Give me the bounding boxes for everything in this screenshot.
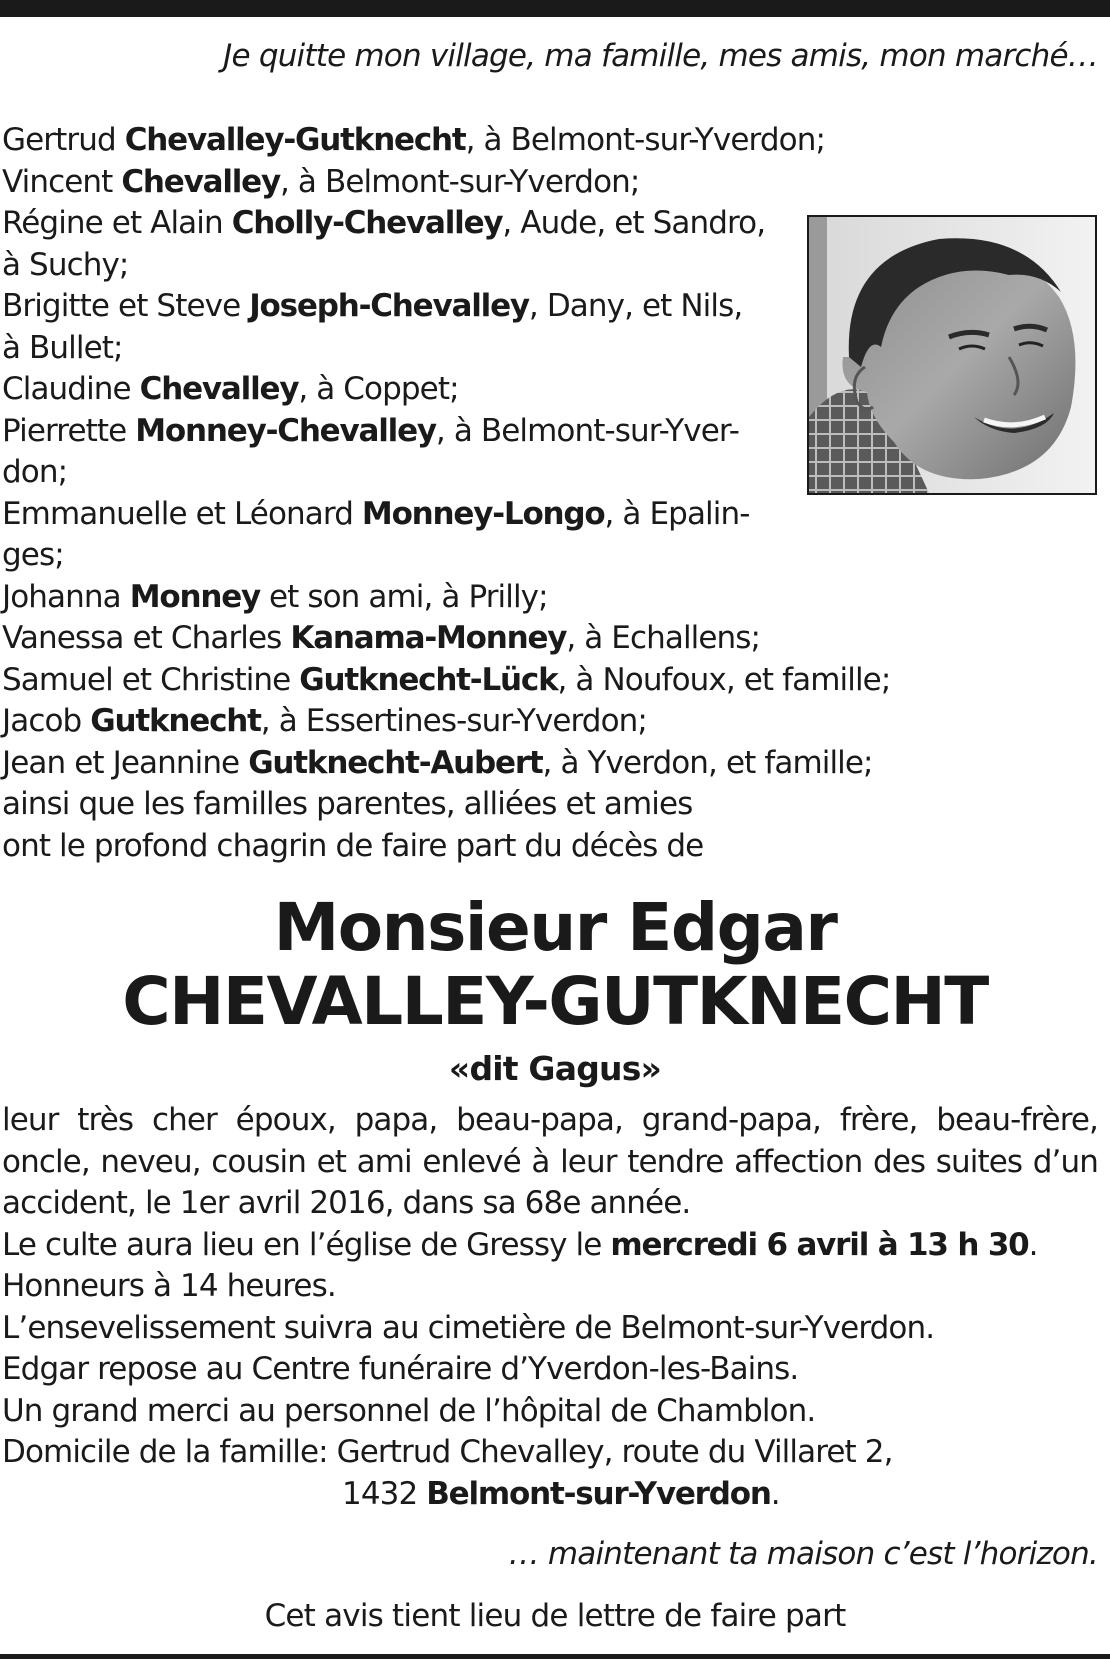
top-rule: [0, 0, 1110, 17]
body-line: accident, le 1er avril 2016, dans sa 68e année.: [2, 1185, 691, 1221]
family-line: Brigitte et Steve Joseph-Chevalley, Dany, et Nils,: [2, 288, 743, 324]
deceased-name-line1: Monsieur Edgar: [273, 889, 837, 966]
portrait-illustration: [809, 217, 1095, 493]
family-line: à Suchy;: [2, 246, 129, 283]
portrait-photo: [807, 215, 1097, 495]
family-address-city: 1432 Belmont-sur-Yverdon.: [342, 1475, 780, 1512]
family-address-line: Domicile de la famille: Gertrud Chevalley, route du Villaret 2,: [2, 1434, 893, 1470]
body-line: leur très cher époux, papa, beau-papa, grand-papa, frère, beau-frère,: [2, 1102, 1098, 1138]
body-line: Edgar repose au Centre funéraire d’Yverdon-les-Bains.: [2, 1351, 799, 1387]
closing-quote: … maintenant ta maison c’est l’horizon.: [508, 1536, 1098, 1572]
deceased-name-line2: CHEVALLEY-GUTKNECHT: [122, 963, 988, 1040]
family-line: Johanna Monney et son ami, à Prilly;: [2, 578, 548, 615]
family-line: Vanessa et Charles Kanama-Monney, à Echallens;: [2, 620, 761, 656]
announcement-body: [2, 1100, 1098, 1515]
family-line: Gertrud Chevalley-Gutknecht, à Belmont-sur-Yverdon;: [2, 122, 825, 158]
body-line: L’ensevelissement suivra au cimetière de Belmont-sur-Yverdon.: [2, 1309, 935, 1346]
family-line: Emmanuelle et Léonard Monney-Longo, à Epalin-: [2, 495, 750, 532]
family-line: don;: [2, 454, 68, 490]
family-line: à Bullet;: [2, 329, 123, 366]
family-line: ainsi que les familles parentes, alliées et amies: [2, 786, 693, 822]
body-line: oncle, neveu, cousin et ami enlevé à leur tendre affection des suites d’un: [2, 1143, 1098, 1180]
ceremony-date: mercredi 6 avril à 13 h 30: [610, 1226, 1029, 1263]
family-line: Jean et Jeannine Gutknecht-Aubert, à Yverdon, et famille;: [2, 744, 873, 781]
body-line: Honneurs à 14 heures.: [2, 1268, 336, 1304]
ceremony-line: Le culte aura lieu en l’église de Gressy le mercredi 6 avril à 13 h 30.: [2, 1226, 1038, 1263]
epigraph: Je quitte mon village, ma famille, mes amis, mon marché…: [223, 38, 1098, 74]
family-line: ont le profond chagrin de faire part du décès de: [2, 827, 704, 864]
family-line: Vincent Chevalley, à Belmont-sur-Yverdon;: [2, 163, 640, 200]
footer-note: Cet avis tient lieu de lettre de faire part: [264, 1598, 846, 1634]
family-line: Jacob Gutknecht, à Essertines-sur-Yverdon;: [2, 703, 647, 739]
family-line: Régine et Alain Cholly-Chevalley, Aude, et Sandro,: [2, 205, 766, 241]
family-line: Pierrette Monney-Chevalley, à Belmont-sur-Yver-: [2, 412, 740, 449]
family-list: [2, 120, 891, 867]
family-line: ges;: [2, 537, 64, 573]
family-line: Claudine Chevalley, à Coppet;: [2, 371, 459, 407]
family-line: Samuel et Christine Gutknecht-Lück, à Noufoux, et famille;: [2, 661, 891, 698]
bottom-rule: [0, 1654, 1110, 1659]
body-line: Un grand merci au personnel de l’hôpital de Chamblon.: [2, 1392, 816, 1429]
deceased-nickname: «dit Gagus»: [448, 1049, 662, 1088]
